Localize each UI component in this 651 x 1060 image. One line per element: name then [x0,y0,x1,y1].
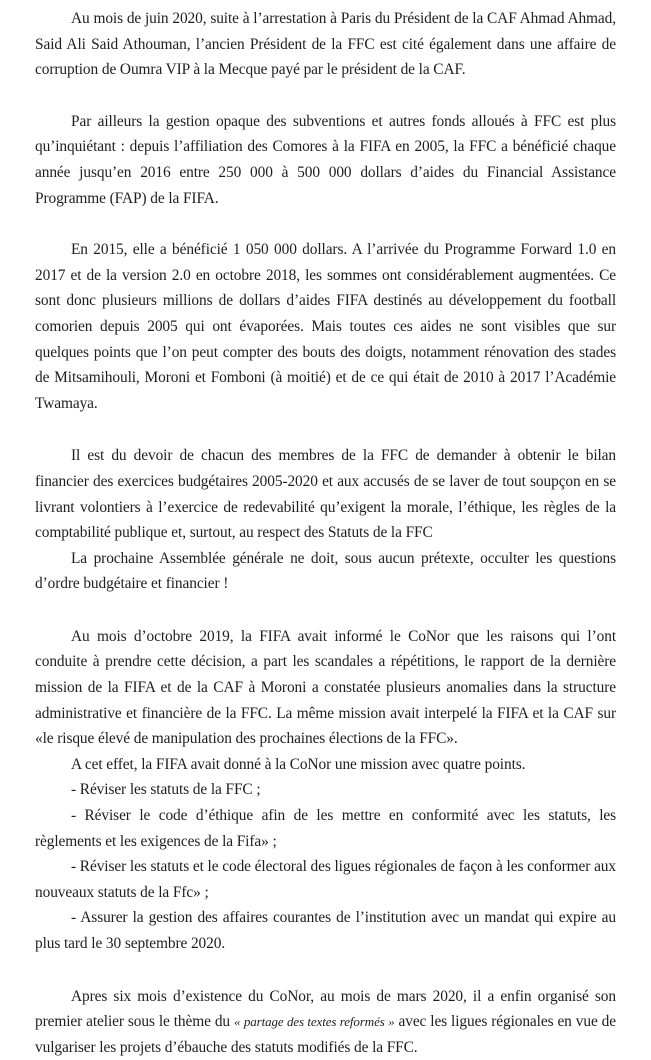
workshop-theme-italic: « partage des textes reformés » [234,1014,395,1030]
mission-list-item: - Assurer la gestion des affaires courantes de l’institution avec un mandat qui expire au plus tard le 30 septembre 2020. [35,909,616,952]
workshop-text-before: Apres six mois d’existence du CoNor, au mois de mars 2020, il a enfin organisé son premier atelier sous le thème du [35,987,616,1031]
mission-list [35,777,616,956]
mission-list-item: - Réviser les statuts de la FFC ; [71,781,261,799]
paragraph-gap [35,597,616,624]
paragraph-general-assembly: La prochaine Assemblée générale ne doit, sous aucun prétexte, occulter les questions d’ordre budgétaire et financier ! [35,549,616,593]
mission-list-item: - Réviser le code d’éthique afin de les mettre en conformité avec les statuts, les règlements et les exigences de la Fifa» ; [35,807,616,850]
paragraph-subsidies: Par ailleurs la gestion opaque des subventions et autres fonds alloués à FFC est plus qu’inquiétant : depuis l’affiliation des Comores à la FIFA en 2005, la FFC a bénéficié chaque année jusqu’en 2016 entre 250 000 à 500 000 dollars d’aides du Financial Assistance Programme (FAP) de la FIFA. [35,112,616,207]
paragraph-gap [35,957,616,984]
paragraph-2015-funding: En 2015, elle a bénéficié 1 050 000 dollars. A l’arrivée du Programme Forward 1.0 en 2017 et de la version 2.0 en octobre 2018, les sommes ont considérablement augmentées. Ce sont donc plusieurs millions de dollars d’aides FIFA destinés au développement du football comorien depuis 2005 qui ont évaporées. Mais toutes ces aides ne sont visibles que sur quelques points que l’on peut compter des bouts des doigts, notamment rénovation des stades de Mitsamihouli, Moroni et Fomboni (à moitié) et de ce qui était de 2010 à 2017 l’Académie Twamaya. [35,241,616,412]
paragraph-mission-intro: A cet effet, la FIFA avait donné à la CoNor une mission avec quatre points. [71,755,526,773]
paragraph-caf-arrest: Au mois de juin 2020, suite à l’arrestation à Paris du Président de la CAF Ahmad Ahmad, Said Ali Said Athouman, l’ancien Président de la FFC est cité également dans une affaire de corruption de Oumra VIP à la Mecque payé par le président de la CAF. [35,10,616,79]
workshop-text-after: avec les ligues régionales en vue de vulgariser les projets d’ébauche des statuts modifiés de la FFC. [35,1013,617,1056]
mission-list-item: - Réviser les statuts et le code électoral des ligues régionales de façon à les conformer aux nouveaux statuts de la Ffc» ; [35,858,616,901]
paragraph-gap [35,83,616,109]
paragraph-gap [35,211,616,237]
paragraph-gap [35,416,616,443]
paragraph-duty-members: Il est du devoir de chacun des membres de la FFC de demander à obtenir le bilan financier des exercices budgétaires 2005-2020 et aux accusés de se laver de tout soupçon en se livrant volontiers à l’exercice de redevabilité qu’exigent la morale, l’éthique, les règles de la comptabilité publique et, surtout, au respect des Statuts de la FFC [35,447,616,542]
paragraph-october-2019: Au mois d’octobre 2019, la FIFA avait informé le CoNor que les raisons qui l’ont conduite à prendre cette décision, a part les scandales a répétitions, le rapport de la dernière mission de la FIFA et de la CAF à Moroni a constatée plusieurs anomalies dans la structure administrative et financière de la FFC. La même mission avait interpelé la FIFA et la CAF sur «le risque élevé de manipulation des prochaines élections de la FFC». [35,627,616,748]
paragraph-conor-workshop [35,984,616,1060]
